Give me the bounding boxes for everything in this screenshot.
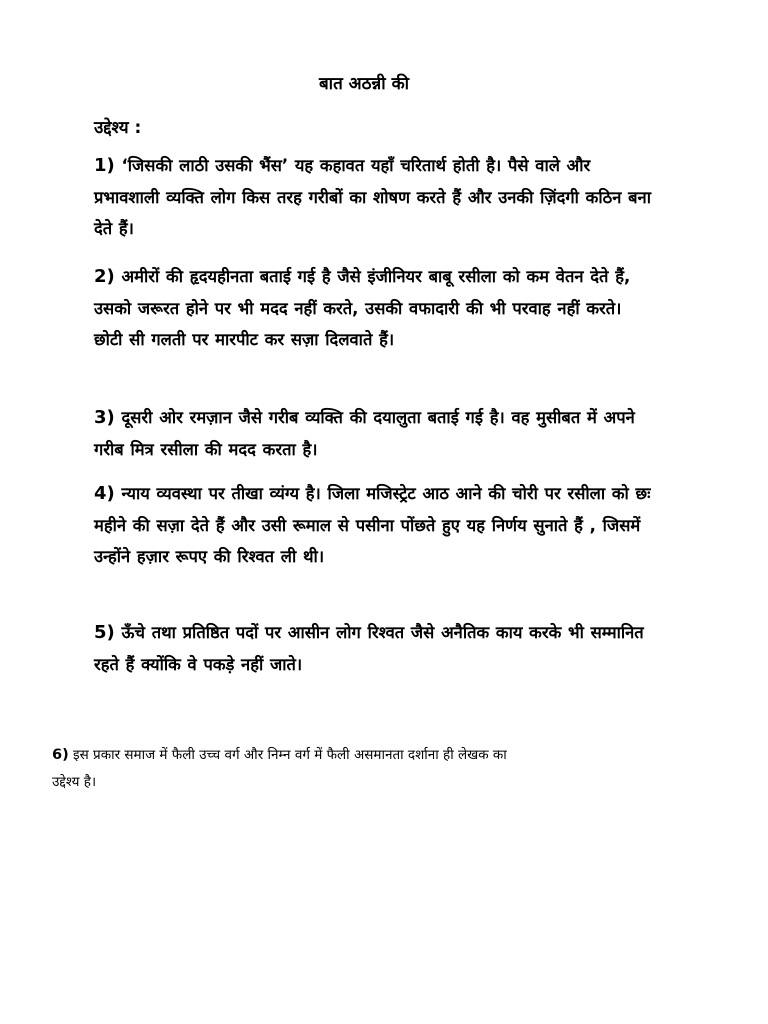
point-text: इस प्रकार समाज में फैली उच्च वर्ग और निम्न वर्ग में फैली असमानता दर्शाना ही लेखक का उद्देश्य है।: [52, 747, 507, 790]
point-number: 3): [94, 407, 115, 428]
point-number: 1): [94, 155, 115, 176]
point-number: 6): [52, 747, 69, 763]
point-text: अमीरों की हृदयहीनता बताई गई है जैसे इंजीनियर बाबू रसीला को कम वेतन देते हैं, उसको जरूरत होने पर भी मदद नहीं करते, उसकी वफादारी की भी परवाह नहीं करते। छोटी सी गलती पर मारपीट कर सज़ा दिलवाते हैं।: [94, 267, 631, 349]
point-text: ‘जिसकी लाठी उसकी भैंस’ यह कहावत यहाँ चरितार्थ होती है। पैसे वाले और प्रभावशाली व्यक्ति लोग किस तरह गरीबों का शोषण करते हैं और उनकी ज़िंदगी कठिन बना देते हैं।: [94, 156, 651, 238]
point-number: 4): [94, 483, 115, 504]
page-title: बात अठन्नी की: [318, 74, 410, 94]
objective-point-1: [94, 150, 654, 245]
point-text: ऊँचे तथा प्रतिष्ठित पदों पर आसीन लोग रिश्वत जैसे अनैतिक काय करके भी सम्मानित रहते हैं क्योंकि वे पकड़े नहीं जाते।: [94, 623, 644, 674]
point-text: न्याय व्यवस्था पर तीखा व्यंग्य है। जिला मजिस्ट्रेट आठ आने की चोरी पर रसीला को छः महीने की सज़ा देते हैं और उसी रूमाल से पसीना पोंछते हुए यह निर्णय सुनाते हैं , जिसमें उन्होंने हज़ार रूपए की रिश्वत ली थी।: [94, 484, 651, 566]
objective-point-4: [94, 478, 654, 573]
point-text: दूसरी ओर रमज़ान जैसे गरीब व्यक्ति की दयालुता बताई गई है। वह मुसीबत में अपने गरीब मित्र रसीला की मदद करता है।: [94, 408, 635, 459]
point-number: 2): [94, 266, 115, 287]
objective-point-6: [52, 742, 532, 796]
point-number: 5): [94, 622, 115, 643]
objective-point-2: [94, 261, 654, 356]
objective-heading: उद्देश्य :: [94, 118, 142, 138]
objective-point-5: [94, 617, 654, 680]
objective-point-3: [94, 402, 654, 465]
